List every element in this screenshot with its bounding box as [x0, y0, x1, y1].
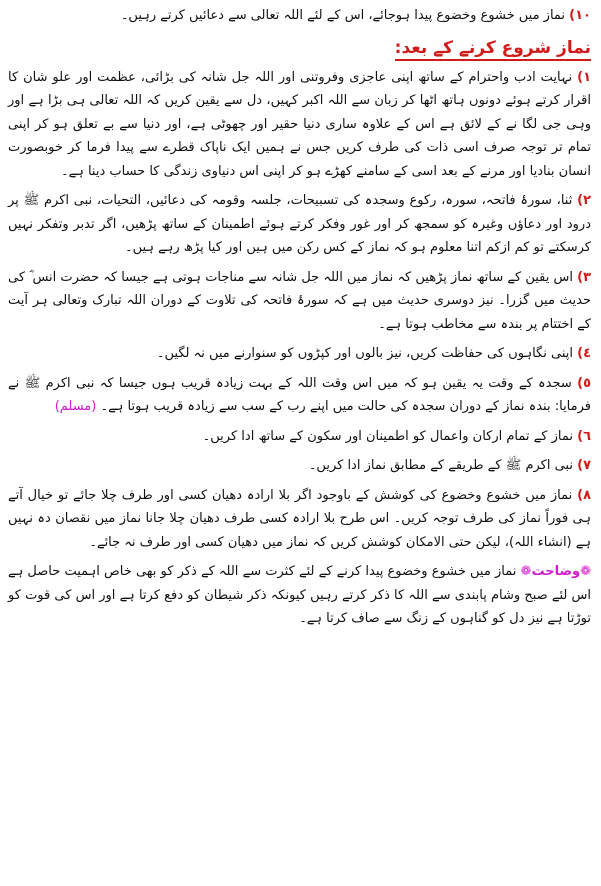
intro-number: ١٠)	[569, 8, 591, 23]
reference-citation: (مسلم)	[54, 399, 97, 414]
note-text: نماز میں خشوع وخضوع پیدا کرنے کے لئے کثرت سے اللہ کے ذکر کو بھی خاص اہمیت حاصل ہے اس لئے صبح وشام پابندی سے اللہ کا ذکر کرتے رہیں کیونکہ ذکر شیطان کو دفع کرتا ہے اور اس کی قوت کو توڑتا ہے نیز دل کو گناہوں کے زنگ سے صاف کرتا ہے۔	[8, 564, 591, 626]
item-text: سجدہ کے وقت یہ یقین ہو کہ میں اس وقت اللہ کے بہت زیادہ قریب ہوں جیسا کہ نبی اکرم ﷺ نے فرمایا: بندہ نماز کے دوران سجدہ کی حالت میں اپنے رب کے سب سے زیادہ قریب ہوتا ہے۔	[8, 375, 591, 414]
list-item	[8, 425, 591, 449]
item-text: اپنی نگاہوں کی حفاظت کریں، نیز بالوں اور کپڑوں کو سنوارنے میں نہ لگیں۔	[156, 346, 578, 361]
note-paragraph	[8, 560, 591, 631]
list-item	[8, 342, 591, 366]
item-number: ١)	[577, 69, 591, 85]
item-number: ٨)	[577, 487, 591, 503]
item-number: ٣)	[577, 269, 591, 285]
list-item	[8, 454, 591, 478]
item-number: ٢)	[577, 193, 591, 208]
note-label: وضاحت	[531, 564, 581, 579]
item-number: ٤)	[577, 346, 591, 361]
intro-text: نماز میں خشوع وخضوع پیدا ہوجائے، اس کے لئے اللہ تعالی سے دعائیں کرتے رہیں۔	[120, 8, 570, 23]
ornament-icon: ❁	[580, 564, 591, 579]
item-text: نبی اکرم ﷺ کے طریقے کے مطابق نماز ادا کریں۔	[308, 458, 578, 473]
item-text: نماز میں خشوع وخضوع کی کوشش کے باوجود اگر بلا ارادہ دھیان کسی اور طرف چلا جائے تو خیال آتے ہی فوراً نماز کی طرف توجہ کریں۔ اس طرح بلا ارادہ کسی طرف دھیان چلا جانا نماز میں نقصان دہ نہیں ہے (انشاء اللہ)، لیکن حتی الامکان کوشش کریں کہ نماز میں دھیان کسی اور طرف نہ جائے۔	[8, 487, 591, 550]
ornament-icon: ❁	[520, 564, 532, 579]
list-item	[8, 484, 591, 555]
item-text: نماز کے تمام ارکان واعمال کو اطمینان اور سکون کے ساتھ ادا کریں۔	[202, 428, 578, 444]
list-item	[8, 66, 591, 184]
section-heading-text: نماز شروع کرنے کے بعد:	[395, 38, 591, 61]
item-number: ٦)	[577, 428, 591, 444]
item-text: ثنا، سورۂ فاتحہ، سورہ، رکوع وسجدہ کی تسبیحات، جلسہ وقومہ کی دعائیں، التحیات، نبی اکرم ﷺ پر درود اور دعاؤں وغیرہ کو سمجھ کر اور غور وفکر کرتے ہوئے اطمینان کے ساتھ پڑھیں، اگر تدبر وتفکر نہیں کرسکتے تو کم ازکم اتنا معلوم ہو کہ نماز کے کس رکن میں ہیں اور کیا پڑھ رہے ہیں۔	[8, 193, 591, 255]
item-text: اس یقین کے ساتھ نماز پڑھیں کہ نماز میں اللہ جل شانہ سے مناجات ہوتی ہے جیسا کہ حضرت انس ؓ کی حدیث میں گزرا۔ نیز دوسری حدیث میں ہے کہ سورۂ فاتحہ کی تلاوت کے دوران اللہ تبارک وتعالی ہر آیت کے اختتام پر بندہ سے مخاطب ہوتا ہے۔	[8, 269, 591, 332]
list-item	[8, 266, 591, 337]
list-item	[8, 372, 591, 419]
item-text: نہایت ادب واحترام کے ساتھ اپنی عاجزی وفروتنی اور اللہ جل شانہ کی بڑائی، عظمت اور علو شان کا اقرار کرتے ہوئے دونوں ہاتھ اٹھا کر زبان سے اللہ اکبر کہیں، دل سے یقین کریں کہ اللہ تعالی ہی بڑا ہے اور وہی جی لگا نے کے لائق ہے اس کے علاوہ ساری دنیا حقیر اور چھوٹی ہے، اور دنیا سے بے تعلق ہو کر اپنی تمام تر توجہ صرف اسی ذات کی طرف کریں جس نے ہمیں ایک ناپاک قطرے سے پیدا فرما کر خوبصورت انسان بنادیا اور مرنے کے بعد اسی کے سامنے کھڑے ہو کر اپنی اس دنیاوی زندگی کا حساب دینا ہے۔	[8, 69, 591, 179]
item-number: ٥)	[577, 375, 591, 391]
intro-paragraph	[8, 4, 591, 28]
section-heading	[8, 34, 591, 62]
list-item	[8, 189, 591, 260]
item-number: ٧)	[577, 458, 591, 473]
